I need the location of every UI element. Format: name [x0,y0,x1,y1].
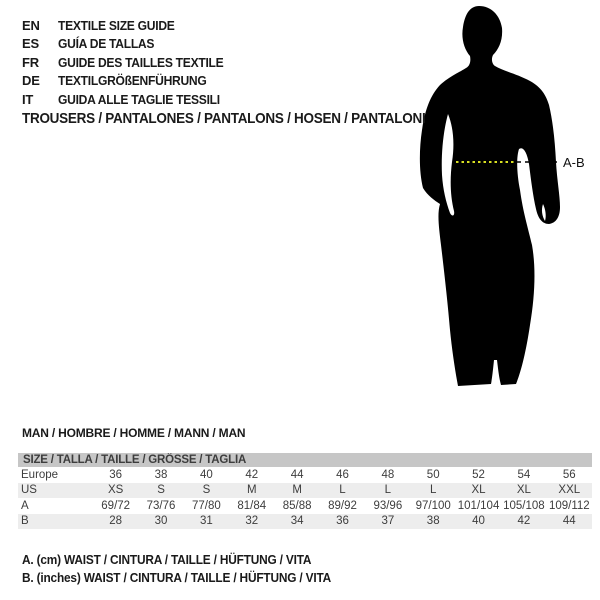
language-label: TEXTILGRÖßENFÜHRUNG [58,73,207,89]
cell: M [292,484,302,497]
cell: 46 [336,468,349,481]
category-title: TROUSERS / PANTALONES / PANTALONS / HOSEN / PANTALONI [22,110,426,127]
measure-label-ab: A-B [563,155,585,170]
cell: 40 [472,515,485,528]
cell: 42 [245,468,259,481]
language-label: GUIDE DES TAILLES TEXTILE [58,54,224,70]
language-code: ES [22,36,39,52]
cell: 56 [562,468,576,481]
cell: XL [516,484,531,497]
row-label: Europe [21,468,59,481]
cell: M [246,484,257,497]
language-list [22,17,236,109]
cell: XXL [558,484,581,497]
language-row-fr [22,54,236,72]
language-row-de [22,72,236,90]
cell: 44 [562,515,576,528]
cell: XL [471,484,486,497]
cell: S [202,484,211,497]
cell: 40 [200,468,213,481]
table-row-us [18,483,592,499]
size-table [18,453,592,529]
cell: 101/104 [457,499,500,512]
cell: 109/112 [548,499,590,512]
cell: 77/80 [192,499,221,512]
row-label: B [21,515,29,528]
footnote-a-cm: A. (cm) WAIST / CINTURA / TAILLE / HÜFTUNG / VITA [22,553,312,567]
man-section-title: MAN / HOMBRE / HOMME / MANN / MAN [22,426,246,440]
man-silhouette [420,6,560,386]
cell: 31 [200,515,213,528]
cell: 93/96 [373,499,403,512]
language-row-en [22,17,236,35]
footnote-b-inches: B. (inches) WAIST / CINTURA / TAILLE / HÜFTUNG / VITA [22,570,332,585]
cell: 89/92 [328,499,357,512]
table-row-b-inches [18,514,592,530]
row-label: A [21,499,29,512]
cell: 36 [109,468,123,481]
cell: 28 [109,515,123,528]
cell: 37 [381,515,395,528]
cell: S [157,484,165,497]
cell: 34 [290,515,304,528]
cell: L [384,484,392,497]
cell: 50 [426,468,440,481]
cell: 54 [517,468,531,481]
cell: L [339,484,346,497]
cell: 69/72 [101,499,131,512]
cell: 73/76 [146,499,176,512]
language-label: TEXTILE SIZE GUIDE [58,18,175,33]
cell: 32 [245,515,259,528]
cell: 97/100 [415,499,451,512]
cell: 105/108 [503,499,545,512]
table-row-europe [18,467,592,483]
size-table-header-row [18,453,592,467]
cell: XS [108,484,124,497]
table-row-a-cm [18,498,592,514]
language-code: EN [22,18,40,33]
cell: 44 [290,468,304,481]
cell: 81/84 [237,499,267,512]
cell: 85/88 [282,499,312,512]
language-label: GUÍA DE TALLAS [58,36,155,52]
language-row-it [22,91,236,109]
cell: 38 [426,515,440,528]
cell: 36 [336,515,349,528]
cell: 38 [154,468,168,481]
cell: L [429,484,437,497]
row-label: US [21,484,37,497]
cell: 30 [154,515,168,528]
language-code: DE [22,73,40,89]
language-code: IT [22,91,34,107]
language-label: GUIDA ALLE TAGLIE TESSILI [58,91,220,107]
cell: 52 [472,468,485,481]
footnotes [22,552,347,587]
language-row-es [22,35,236,53]
cell: 48 [381,468,395,481]
size-table-header: SIZE / TALLA / TAILLE / GRÖSSE / TAGLIA [18,453,592,467]
cell: 42 [517,515,531,528]
language-code: FR [22,54,39,70]
